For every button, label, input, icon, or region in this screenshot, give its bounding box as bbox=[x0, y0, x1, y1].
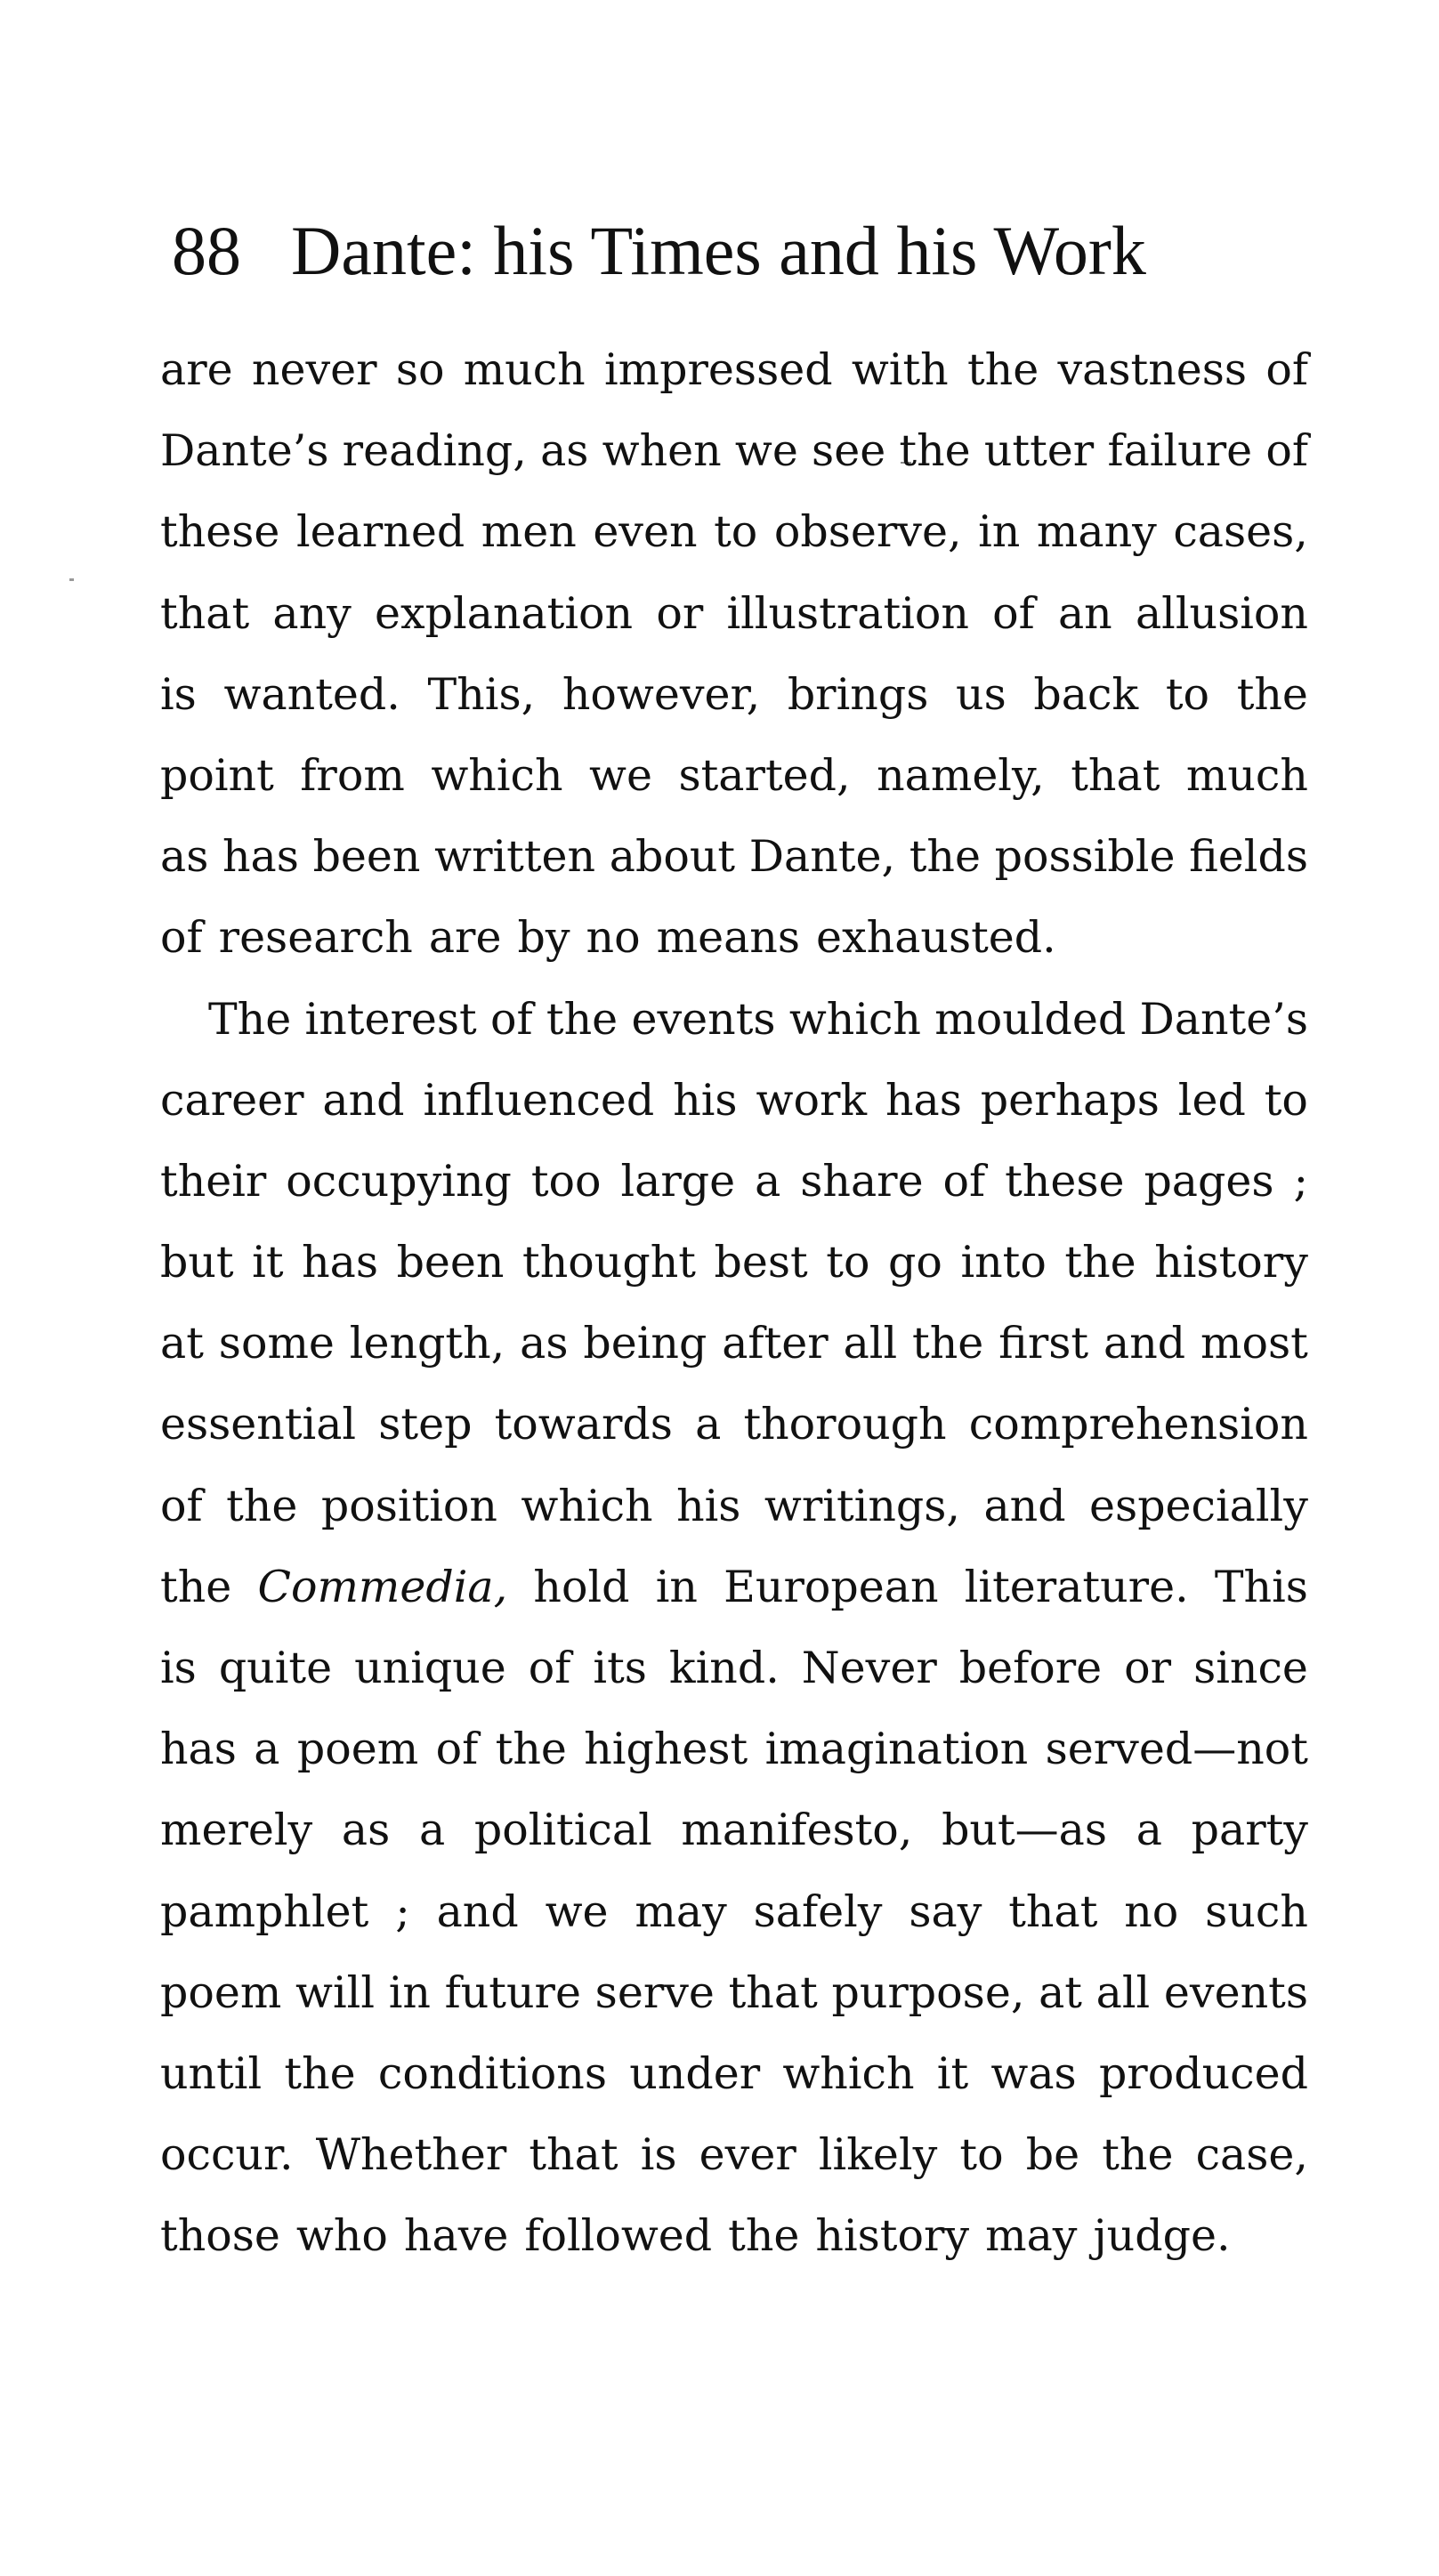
running-title: Dante: his Times and his Work bbox=[291, 212, 1146, 289]
text-line: poem will in future serve that purpose, at all events bbox=[160, 1966, 1308, 2018]
running-head bbox=[172, 206, 1146, 295]
text-line: point from which we started, namely, that much bbox=[160, 749, 1308, 801]
paragraph bbox=[160, 329, 1308, 979]
text-line: essential step towards a thorough comprehension bbox=[160, 1399, 1308, 1450]
text-line: The interest of the events which moulded Dante’s bbox=[208, 993, 1308, 1045]
text-line: Dante’s reading, as when we see the utter failure of bbox=[160, 425, 1308, 477]
text-line: these learned men even to observe, in many cases, bbox=[160, 506, 1308, 558]
text-line: is quite unique of its kind. Never before or since bbox=[160, 1643, 1308, 1693]
margin-speck bbox=[69, 578, 74, 581]
text-line: that any explanation or illustration of an allusion bbox=[160, 587, 1308, 639]
paragraph bbox=[160, 979, 1308, 2277]
text-line: merely as a political manifesto, but—as a party bbox=[160, 1805, 1308, 1856]
text-line: those who have followed the history may judge. bbox=[160, 2210, 1231, 2262]
text-line: at some length, as being after all the first and most bbox=[160, 1318, 1308, 1369]
page-number: 88 bbox=[172, 212, 241, 289]
text-line: but it has been thought best to go into the history bbox=[160, 1237, 1308, 1288]
body-text bbox=[160, 329, 1308, 2277]
text-line: are never so much impressed with the vastness of bbox=[160, 344, 1308, 395]
text-line: of the position which his writings, and especially bbox=[160, 1480, 1308, 1531]
text-line: occur. Whether that is ever likely to be the case, bbox=[160, 2129, 1308, 2181]
text-line: career and influenced his work has perhaps led to bbox=[160, 1074, 1308, 1126]
text-line: pamphlet ; and we may safely say that no such bbox=[160, 1886, 1308, 1937]
text-line: has a poem of the highest imagination served—not bbox=[160, 1724, 1308, 1775]
text-line: is wanted. This, however, brings us back to the bbox=[160, 668, 1308, 720]
text-line: as has been written about Dante, the possible fields bbox=[160, 831, 1308, 883]
text-line: of research are by no means exhausted. bbox=[160, 912, 1056, 964]
text-line: their occupying too large a share of these pages ; bbox=[160, 1155, 1308, 1207]
text-line: the Commedia, hold in European literature. This bbox=[160, 1561, 1308, 1612]
text-line: until the conditions under which it was produced bbox=[160, 2047, 1308, 2099]
